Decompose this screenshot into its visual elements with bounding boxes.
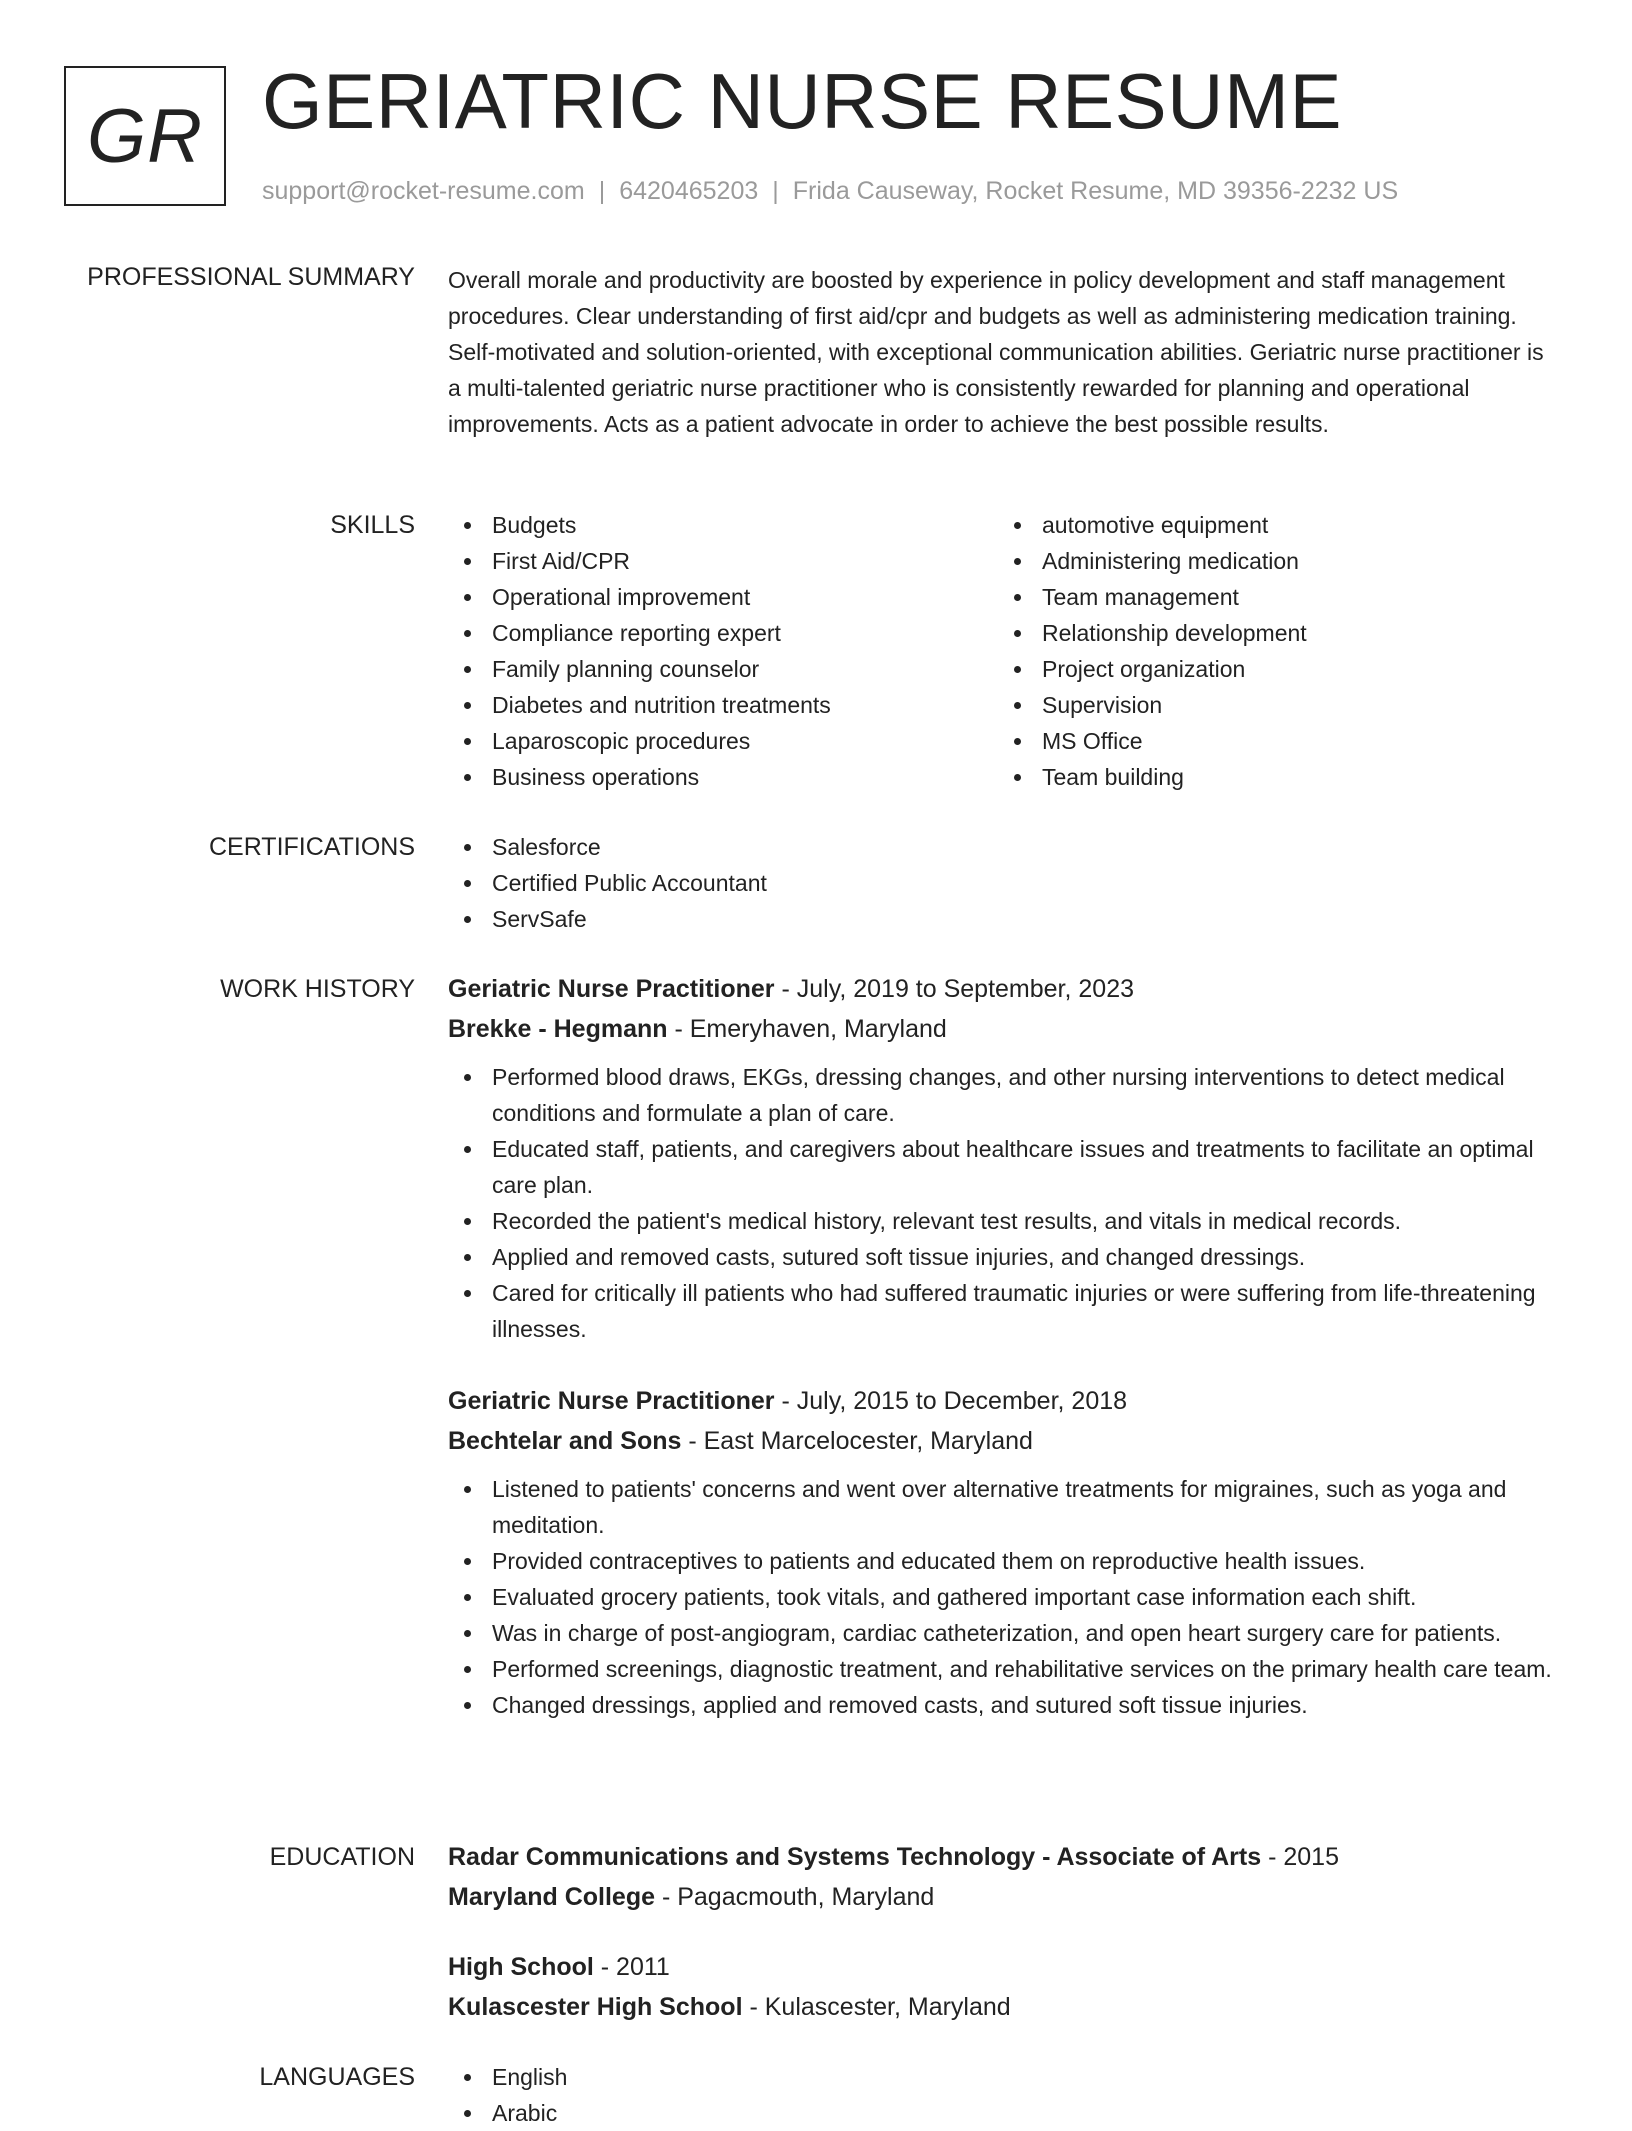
certification-item: ServSafe — [448, 901, 1560, 937]
skill-item: Relationship development — [998, 615, 1548, 651]
certification-item: Certified Public Accountant — [448, 865, 1560, 901]
certification-item: Salesforce — [448, 829, 1560, 865]
degree-name: Radar Communications and Systems Technology - Associate of Arts — [448, 1843, 1262, 1871]
job-title-line — [448, 969, 1560, 1009]
skill-item: Laparoscopic procedures — [448, 723, 998, 759]
job-location: - Emeryhaven, Maryland — [667, 1015, 947, 1043]
school-line — [448, 1877, 1560, 1917]
education-heading: EDUCATION — [269, 1843, 415, 1871]
school-location: - Pagacmouth, Maryland — [655, 1883, 935, 1911]
job-duty-item: Recorded the patient's medical history, relevant test results, and vitals in medical records. — [448, 1203, 1560, 1239]
certifications-heading: CERTIFICATIONS — [208, 833, 415, 861]
skill-item: MS Office — [998, 723, 1548, 759]
contact-line — [262, 174, 1398, 208]
skill-item: Business operations — [448, 759, 998, 795]
job-duty-item: Applied and removed casts, sutured soft tissue injuries, and changed dressings. — [448, 1239, 1560, 1275]
summary-text: Overall morale and productivity are boosted by experience in policy development and staff management procedures. Clear understanding of first aid/cpr and budgets as well as administering medication training. Self-motivated and solution-oriented, with exceptional communication abilities. Geriatric nurse practitioner is a multi-talented geriatric nurse practitioner who is consistently rewarded for planning and operational improvements. Acts as a patient advocate in order to achieve the best possible results. — [448, 267, 1544, 437]
job-title-line — [448, 1381, 1560, 1421]
degree-line — [448, 1837, 1560, 1877]
education-entry — [448, 1947, 1560, 2027]
contact-address: Frida Causeway, Rocket Resume, MD 39356-2232 US — [792, 177, 1399, 205]
job-duty-item: Performed blood draws, EKGs, dressing changes, and other nursing interventions to detect medical conditions and formulate a plan of care. — [448, 1059, 1560, 1131]
skills-columns — [448, 507, 1560, 795]
school-line — [448, 1987, 1560, 2027]
skills-body — [448, 507, 1560, 795]
job-title: Geriatric Nurse Practitioner — [448, 975, 775, 1003]
languages-heading: LANGUAGES — [259, 2063, 415, 2091]
job-duty-item: Was in charge of post-angiogram, cardiac catheterization, and open heart surgery care for patients. — [448, 1615, 1560, 1651]
job-duties — [448, 1059, 1560, 1347]
languages-list — [448, 2059, 1560, 2131]
job-dates: - July, 2015 to December, 2018 — [774, 1387, 1128, 1415]
degree-name: High School — [448, 1953, 594, 1981]
job-duty-item: Educated staff, patients, and caregivers about healthcare issues and treatments to facilitate an optimal care plan. — [448, 1131, 1560, 1203]
resume-title: GERIATRIC NURSE RESUME — [262, 57, 1342, 145]
skill-item: Supervision — [998, 687, 1548, 723]
job-duty-item: Performed screenings, diagnostic treatment, and rehabilitative services on the primary health care team. — [448, 1651, 1560, 1687]
school-location: - Kulascester, Maryland — [742, 1993, 1011, 2021]
education-entry — [448, 1837, 1560, 1917]
monogram-logo: GR — [64, 66, 226, 206]
job-duties — [448, 1471, 1560, 1723]
skill-item: Administering medication — [998, 543, 1548, 579]
skills-list-left — [448, 507, 998, 795]
language-item: Arabic — [448, 2095, 1560, 2131]
skill-item: Budgets — [448, 507, 998, 543]
job-duty-item: Evaluated grocery patients, took vitals, and gathered important case information each shift. — [448, 1579, 1560, 1615]
education-body — [448, 1837, 1560, 2027]
work-history-body — [448, 969, 1560, 1723]
job-entry — [448, 969, 1560, 1347]
skill-item: Compliance reporting expert — [448, 615, 998, 651]
contact-separator: | — [598, 177, 606, 205]
skill-item: Team management — [998, 579, 1548, 615]
skill-item: Team building — [998, 759, 1548, 795]
degree-line — [448, 1947, 1560, 1987]
job-location: - East Marcelocester, Maryland — [681, 1427, 1033, 1455]
skill-item: Family planning counselor — [448, 651, 998, 687]
contact-phone[interactable]: 6420465203 — [619, 177, 759, 205]
job-dates: - July, 2019 to September, 2023 — [774, 975, 1135, 1003]
skills-heading: SKILLS — [330, 511, 415, 539]
skill-item: automotive equipment — [998, 507, 1548, 543]
job-company-line — [448, 1421, 1560, 1461]
summary-heading: PROFESSIONAL SUMMARY — [87, 263, 415, 291]
job-company: Brekke - Hegmann — [448, 1015, 668, 1043]
skills-list-right — [998, 507, 1548, 795]
job-duty-item: Cared for critically ill patients who had suffered traumatic injuries or were suffering from life-threatening illnesses. — [448, 1275, 1560, 1347]
job-duty-item: Listened to patients' concerns and went over alternative treatments for migraines, such as yoga and meditation. — [448, 1471, 1560, 1543]
certifications-body — [448, 829, 1560, 937]
skill-item: Project organization — [998, 651, 1548, 687]
language-item: English — [448, 2059, 1560, 2095]
job-duty-item: Provided contraceptives to patients and educated them on reproductive health issues. — [448, 1543, 1560, 1579]
job-duty-item: Changed dressings, applied and removed casts, and sutured soft tissue injuries. — [448, 1687, 1560, 1723]
degree-year: - 2015 — [1261, 1843, 1339, 1871]
contact-separator: | — [772, 177, 779, 205]
languages-body — [448, 2059, 1560, 2131]
degree-year: - 2011 — [593, 1953, 670, 1981]
school-name: Maryland College — [448, 1883, 655, 1911]
work-history-heading: WORK HISTORY — [220, 975, 415, 1003]
skill-item: First Aid/CPR — [448, 543, 998, 579]
skill-item: Diabetes and nutrition treatments — [448, 687, 998, 723]
job-company: Bechtelar and Sons — [448, 1427, 682, 1455]
summary-body — [448, 262, 1560, 442]
job-entry — [448, 1381, 1560, 1723]
skill-item: Operational improvement — [448, 579, 998, 615]
contact-email[interactable]: support@rocket-resume.com — [262, 177, 585, 205]
job-title: Geriatric Nurse Practitioner — [448, 1387, 775, 1415]
school-name: Kulascester High School — [448, 1993, 743, 2021]
job-company-line — [448, 1009, 1560, 1049]
certifications-list — [448, 829, 1560, 937]
